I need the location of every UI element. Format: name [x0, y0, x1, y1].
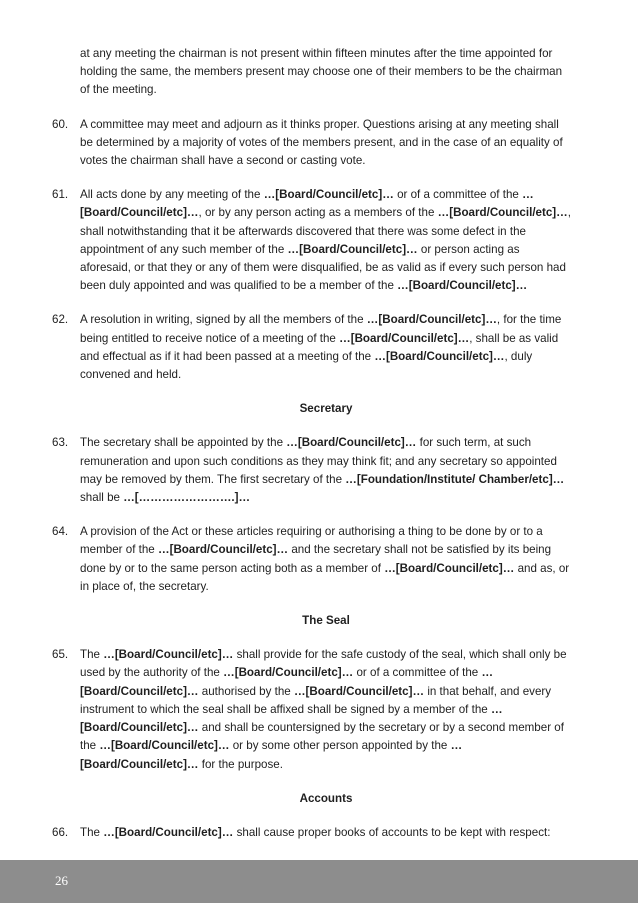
clause-61	[52, 186, 572, 295]
clause-63	[52, 434, 572, 507]
clause-number: 62.	[52, 313, 69, 327]
placeholder-text: …[Board/Council/etc]…	[287, 242, 418, 256]
placeholder-text: …[Board/Council/etc]…	[80, 702, 503, 735]
clause-text	[80, 311, 572, 384]
text-run: and the secretary shall not be satisfied by its being done by or to the same person acting both as a member of	[80, 543, 552, 575]
clause-65	[52, 646, 572, 773]
placeholder-text: …[Board/Council/etc]…	[157, 543, 289, 557]
text-run: or by some other person appointed by the	[232, 739, 448, 753]
placeholder-text: …[Board/Council/etc]…	[103, 648, 234, 662]
text-run: All acts done by any meeting of the	[80, 188, 261, 202]
text-run: or of a committee of the	[397, 188, 519, 202]
clause-number: 65.	[52, 648, 69, 662]
text-run: , shall be as valid and effectual as if it had been passed at a meeting of the	[80, 331, 559, 363]
placeholder-text: …[Board/Council/etc]…	[384, 561, 515, 575]
placeholder-text: …[Board/Council/etc]…	[437, 206, 568, 220]
placeholder-text: …[Board/Council/etc]…	[99, 739, 230, 753]
text-run: authorised by the	[201, 684, 291, 698]
text-run: shall cause proper books of accounts to be kept with respect:	[236, 825, 551, 839]
placeholder-text: …[Board/Council/etc]…	[103, 825, 234, 839]
clause-66	[52, 824, 572, 842]
placeholder-text: …[Board/Council/etc]…	[366, 313, 497, 327]
placeholder-text: …[Board/Council/etc]…	[397, 279, 528, 293]
text-run: in that behalf, and every instrument to which the seal shall be affixed shall be signed by a member of the	[80, 684, 552, 716]
clause-text	[80, 646, 572, 773]
text-run: , shall notwithstanding that it be afterwards discovered that there was some defect in the appointment of any such member of the	[80, 206, 571, 256]
placeholder-text: …[Board/Council/etc]…	[80, 739, 463, 771]
clause-59-continuation: at any meeting the chairman is not present within fifteen minutes after the time appointed for holding the same, the members present may choose one of their members to be the chairman of the meeting.	[80, 47, 563, 97]
clause-number: 66.	[52, 825, 69, 839]
text-run: , for the time being entitled to receive notice of a meeting of the	[80, 313, 562, 345]
text-run: The	[80, 648, 100, 662]
text-run: A provision of the Act or these articles requiring or authorising a thing to be done by or to a member of the	[80, 525, 543, 557]
placeholder-text: …[Board/Council/etc]…	[263, 188, 394, 202]
clause-number: 64.	[52, 525, 69, 539]
clause-60	[52, 116, 572, 171]
clause-number: 63.	[52, 436, 69, 450]
placeholder-text: …[Board/Council/etc]…	[80, 666, 494, 698]
clause-64	[52, 523, 572, 596]
section-heading-accounts: Accounts	[299, 791, 353, 805]
placeholder-text: …[Board/Council/etc]…	[339, 331, 470, 345]
clause-text: A committee may meet and adjourn as it thinks proper. Questions arising at any meeting shall be determined by a majority of votes of the members present, and in the case of an equality of votes the chairman shall have a second or casting vote.	[80, 117, 563, 168]
placeholder-text: …[Board/Council/etc]…	[80, 188, 534, 220]
section-heading-seal: The Seal	[302, 614, 350, 628]
text-run: A resolution in writing, signed by all the members of the	[80, 313, 364, 327]
articles-text	[52, 45, 572, 858]
placeholder-text: …[…………………….]…	[123, 491, 251, 505]
text-run: for such term, at such remuneration and upon such conditions as they may think fit; and any secretary so appointed may be removed by them. The first secretary of the	[80, 436, 557, 486]
clause-text	[80, 434, 572, 507]
text-run: and shall be countersigned by the secretary or by a second member of the	[80, 721, 564, 753]
text-run: , duly convened and held.	[80, 349, 533, 382]
page-number: 26	[55, 873, 68, 888]
text-run: The	[80, 825, 100, 839]
placeholder-text: …[Board/Council/etc]…	[286, 436, 417, 450]
placeholder-text: …[Foundation/Institute/ Chamber/etc]…	[345, 472, 565, 486]
placeholder-text: …[Board/Council/etc]…	[293, 684, 425, 698]
placeholder-text: …[Board/Council/etc]…	[223, 666, 354, 680]
text-run: or person acting as aforesaid, or that they or any of them were disqualified, be as valid as if every such person had been duly appointed and was qualified to be a member of the	[80, 242, 566, 293]
placeholder-text: …[Board/Council/etc]…	[374, 349, 505, 363]
clause-number: 61.	[52, 188, 69, 202]
clause-62	[52, 311, 572, 384]
text-run: for the purpose.	[201, 757, 283, 771]
text-run: shall provide for the safe custody of the seal, which shall only be used by the authority of the	[80, 648, 567, 680]
text-run: shall be	[80, 491, 120, 505]
clause-text	[80, 824, 572, 842]
text-run: and as, or in place of, the secretary.	[80, 561, 570, 593]
text-run: or of a committee of the	[356, 666, 479, 680]
clause-number: 60.	[52, 117, 69, 131]
text-run: The secretary shall be appointed by the	[80, 436, 284, 450]
page-footer	[0, 860, 638, 903]
section-heading-secretary: Secretary	[299, 402, 353, 416]
text-run: , or by any person acting as a members of the	[198, 206, 435, 220]
clause-text	[80, 523, 572, 596]
clause-text	[80, 186, 572, 295]
